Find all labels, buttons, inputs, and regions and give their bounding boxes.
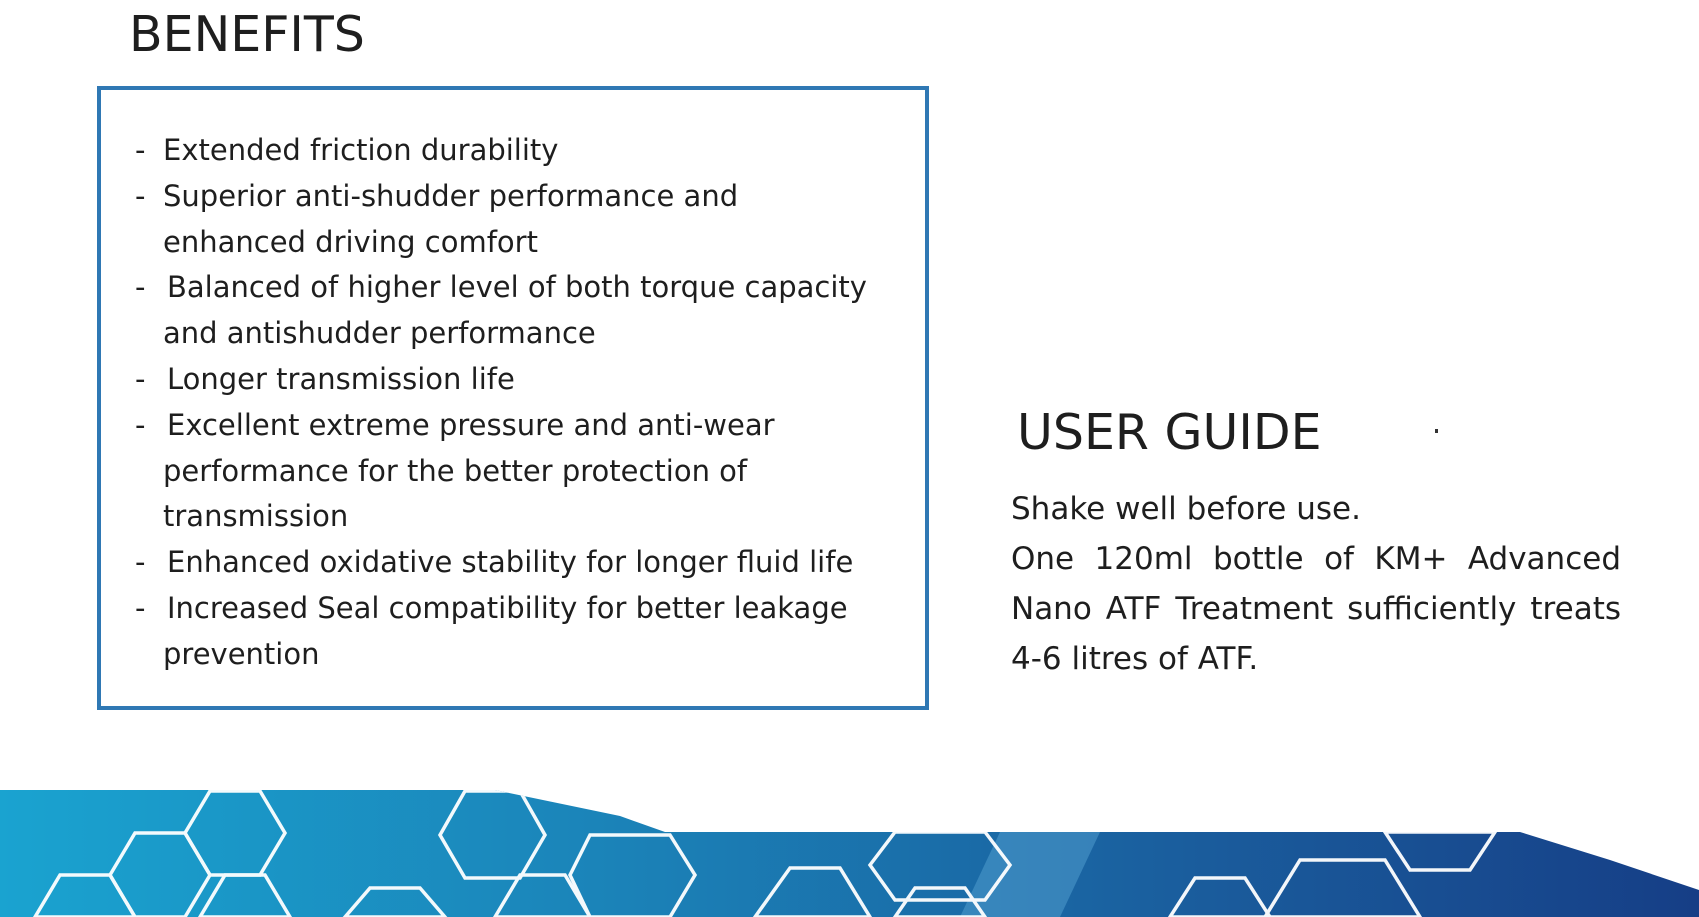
- benefits-box: [97, 86, 929, 710]
- stray-dot: [1435, 429, 1438, 433]
- guide-line: One 120ml bottle of KM+ Advanced: [1011, 541, 1621, 577]
- list-dash: -: [135, 545, 146, 580]
- list-item-text: and antishudder performance: [163, 316, 596, 351]
- list-item-text: Extended friction durability: [163, 133, 559, 167]
- benefits-list: [135, 128, 923, 678]
- list-dash: -: [135, 270, 146, 305]
- list-item-text: Balanced of higher level of both torque capacity: [167, 270, 867, 305]
- list-item: [135, 128, 923, 174]
- list-item-text: enhanced driving comfort: [163, 224, 538, 259]
- guide-line: Nano ATF Treatment sufficiently treats: [1011, 591, 1621, 627]
- list-item: [135, 540, 923, 586]
- list-item-text: performance for the better protection of: [163, 453, 748, 488]
- list-dash: -: [135, 133, 146, 167]
- hexagon-banner: [0, 780, 1699, 917]
- list-dash: -: [135, 407, 146, 442]
- user-guide-text: [1011, 484, 1621, 684]
- list-item-text: Excellent extreme pressure and anti-wear: [167, 407, 775, 442]
- list-item: [135, 357, 923, 403]
- list-item: [135, 265, 923, 357]
- list-item-text: Enhanced oxidative stability for longer fluid life: [167, 545, 854, 580]
- list-item-text: prevention: [163, 636, 320, 671]
- list-item-text: Longer transmission life: [167, 361, 515, 396]
- guide-line: 4-6 litres of ATF.: [1011, 641, 1259, 677]
- list-dash: -: [135, 178, 146, 213]
- list-item-text: Increased Seal compatibility for better leakage: [167, 590, 848, 625]
- list-item: [135, 586, 923, 678]
- banner-shape: [0, 790, 1699, 917]
- list-dash: -: [135, 590, 146, 625]
- list-dash: -: [135, 361, 146, 396]
- list-item: [135, 403, 923, 540]
- list-item-text: Superior anti-shudder performance and: [163, 178, 739, 213]
- list-item-text: transmission: [163, 499, 349, 534]
- user-guide-heading: USER GUIDE: [1017, 404, 1322, 461]
- list-item: [135, 174, 923, 266]
- guide-line: Shake well before use.: [1011, 491, 1361, 527]
- benefits-heading: BENEFITS: [129, 6, 365, 63]
